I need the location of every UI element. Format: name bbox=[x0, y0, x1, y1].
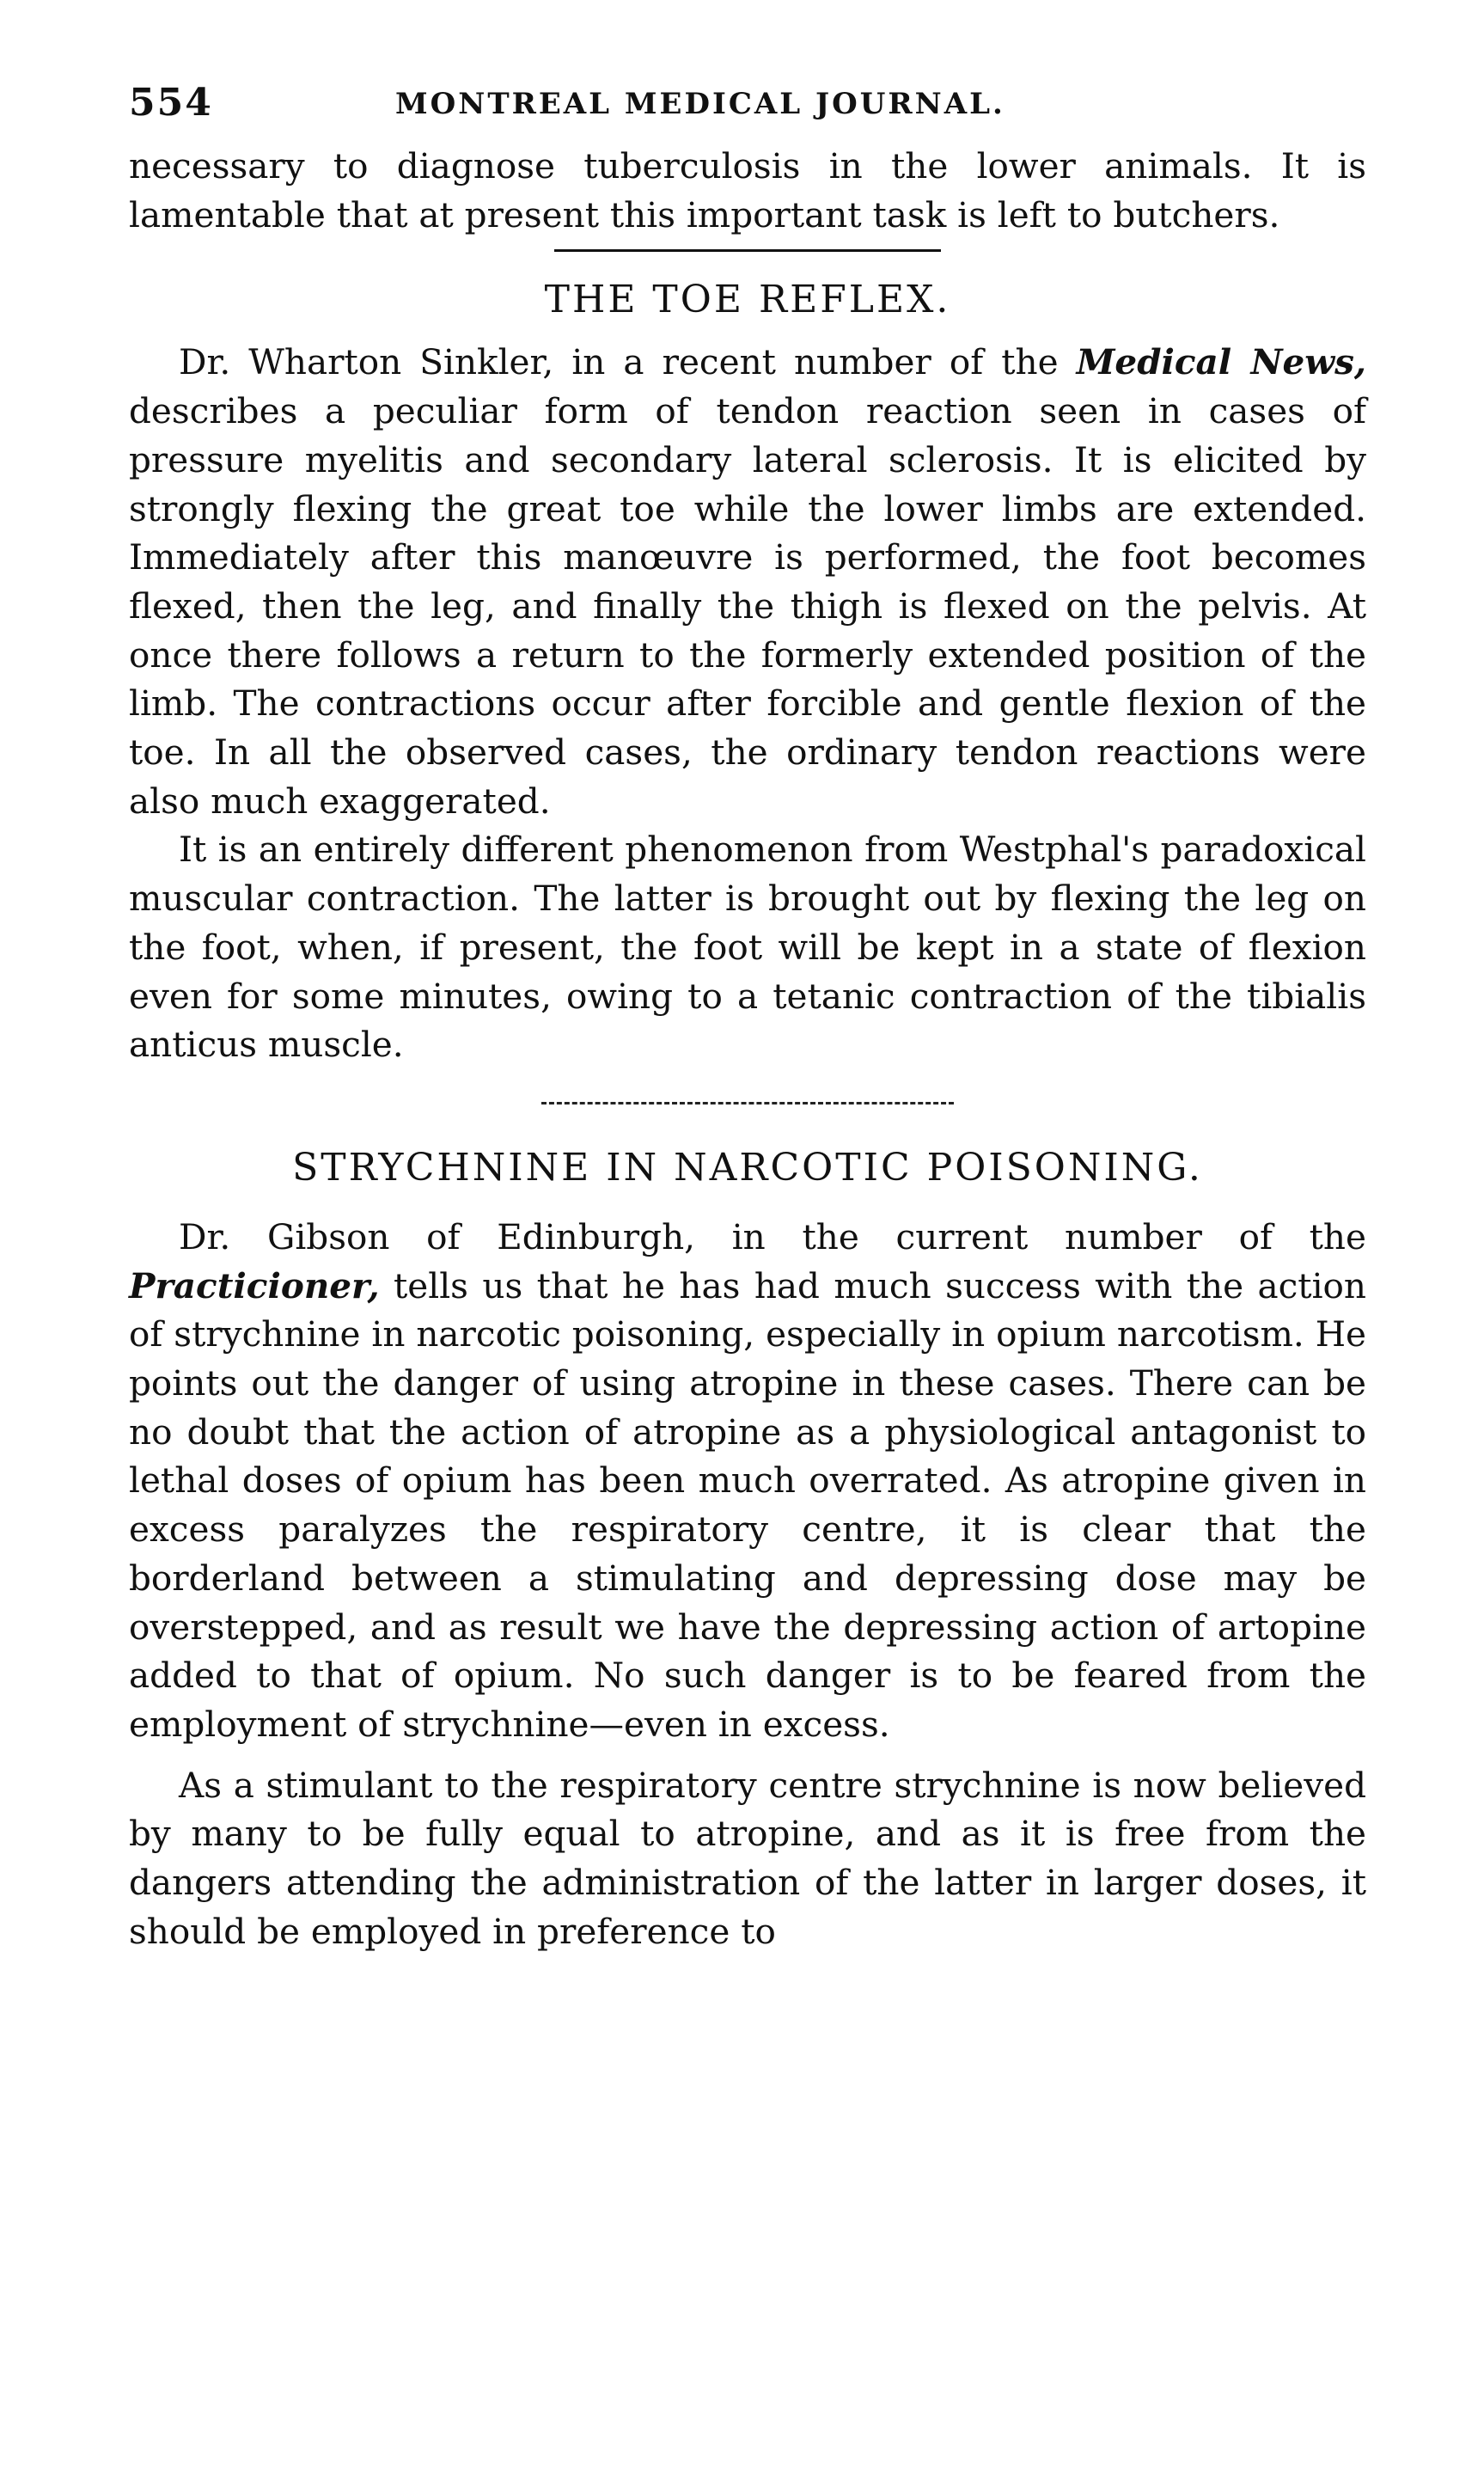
paragraph-text: Dr. Gibson of Edinburgh, in the current number of the bbox=[179, 1215, 1366, 1257]
strychnine-paragraph-1 bbox=[129, 1213, 1366, 1749]
journal-name: Practicioner, bbox=[129, 1264, 380, 1306]
journal-page bbox=[129, 82, 1366, 1956]
toe-reflex-paragraph-1 bbox=[129, 338, 1366, 825]
page-number: 554 bbox=[129, 81, 213, 125]
journal-name: Medical News, bbox=[1076, 341, 1366, 383]
paragraph-text: Dr. Wharton Sinkler, in a recent number of the bbox=[179, 341, 1077, 383]
section-divider bbox=[541, 1102, 954, 1104]
section-title-toe-reflex: THE TOE REFLEX. bbox=[544, 278, 951, 322]
section-divider bbox=[554, 249, 941, 252]
paragraph-text: tells us that he has had much success with the action of strychnine in narcotic poisoning, especially in opium narcotism. He points out the danger of using atropine in these cases. There can be no doubt that the action of atropine as a physiological antagonist to lethal doses of opium has been much overrated. As atropine given in excess paralyzes the respiratory centre, it is clear that the borderland between a stimulating and depressing dose may be overstepped, and as result we have the depressing action of artopine added to that of opium. No such danger is to be feared from the employment of strychnine—even in excess. bbox=[129, 1264, 1366, 1745]
running-head: MONTREAL MEDICAL JOURNAL. bbox=[395, 87, 1005, 121]
toe-reflex-paragraph-2: It is an entirely different phenomenon from Westphal's paradoxical muscular contraction. The latter is brought out by flexing the leg on the foot, when, if present, the foot will be kept in a state of flexion even for some minutes, owing to a tetanic contraction of the tibialis anticus muscle. bbox=[129, 829, 1366, 1066]
strychnine-paragraph-2: As a stimulant to the respiratory centre strychnine is now believed by many to be fully equal to atropine, and as it is free from the dangers attending the administration of the latter in larger doses, it should be employed in preference to bbox=[129, 1764, 1366, 1952]
intro-paragraph: necessary to diagnose tuberculosis in the lower animals. It is lamentable that at present this important task is left to butchers. bbox=[129, 145, 1366, 236]
section-title-strychnine: STRYCHNINE IN NARCOTIC POISONING. bbox=[292, 1145, 1203, 1190]
paragraph-text: describes a peculiar form of tendon reaction seen in cases of pressure myelitis and secondary lateral sclerosis. It is elicited by strongly flexing the great toe while the lower limbs are extended. Immediately after this manœuvre is performed, the foot becomes flexed, then the leg, and finally the thigh is flexed on the pelvis. At once there follows a return to the formerly extended position of the limb. The contractions occur after forcible and gentle flexion of the toe. In all the observed cases, the ordinary tendon reactions were also much exaggerated. bbox=[129, 390, 1366, 822]
page-header bbox=[129, 82, 1366, 133]
